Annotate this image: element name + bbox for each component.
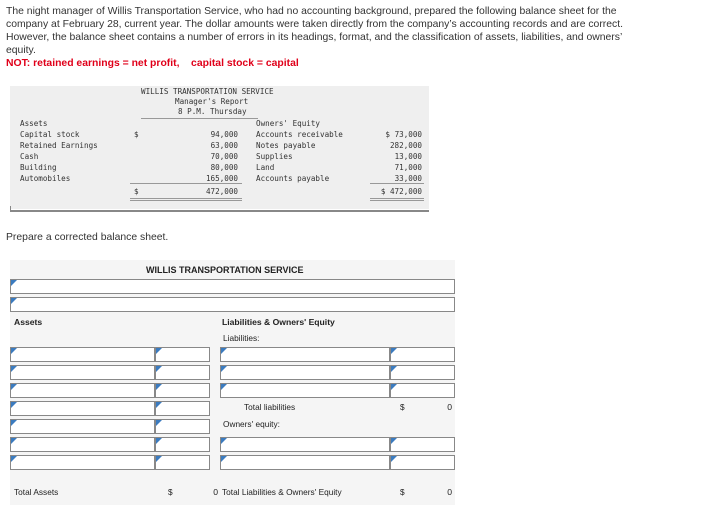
original-left-total-dollar: $ (134, 187, 139, 196)
intro-line: The night manager of Willis Transportation Service, who had no accounting background, prepared the following balance sheet for the (6, 6, 617, 17)
original-balance-sheet (10, 86, 429, 209)
liability-name-input[interactable] (220, 383, 390, 398)
heading-input-2[interactable] (10, 297, 455, 312)
original-left-amount: 63,000 (210, 141, 238, 150)
balance-sheet-form (10, 260, 455, 505)
liabilities-equity-header: Liabilities & Owners' Equity (222, 317, 335, 327)
asset-amount-input[interactable] (155, 347, 210, 362)
total-assets-dollar: $ (168, 487, 173, 497)
original-date: 8 P.M. Thursday (178, 107, 247, 116)
intro-line: company at February 28, current year. The dollar amounts were taken directly from the company’s accounting records and are correct. (6, 19, 624, 30)
original-right-label: Land (256, 163, 275, 172)
original-right-amount: $ 73,000 (385, 130, 422, 139)
asset-amount-input[interactable] (155, 365, 210, 380)
liabilities-label: Liabilities: (223, 333, 260, 343)
intro-line: equity. (6, 45, 36, 56)
double-underline (370, 198, 424, 199)
total-underline (370, 183, 424, 184)
asset-name-input[interactable] (10, 347, 155, 362)
original-right-amount: 33,000 (394, 174, 422, 183)
asset-amount-input[interactable] (155, 455, 210, 470)
original-left-header: Assets (20, 119, 48, 128)
total-assets-label: Total Assets (14, 487, 59, 497)
asset-name-input[interactable] (10, 365, 155, 380)
original-subtitle: Manager's Report (175, 97, 249, 106)
original-left-amount: 80,000 (210, 163, 238, 172)
original-left-label: Capital stock (20, 130, 80, 139)
original-right-header: Owners' Equity (256, 119, 321, 128)
problem-statement (6, 5, 722, 57)
total-liabilities-label: Total liabilities (244, 402, 296, 412)
original-left-label: Building (20, 163, 57, 172)
original-left-amount: 70,000 (210, 152, 238, 161)
double-underline (130, 198, 242, 199)
original-right-label: Accounts payable (256, 174, 330, 183)
original-left-amount: 94,000 (210, 130, 238, 139)
asset-name-input[interactable] (10, 455, 155, 470)
title-underline (141, 118, 258, 119)
asset-amount-input[interactable] (155, 383, 210, 398)
equity-amount-input[interactable] (390, 437, 455, 452)
asset-name-input[interactable] (10, 437, 155, 452)
liability-name-input[interactable] (220, 365, 390, 380)
original-right-total: $ 472,000 (380, 187, 422, 196)
total-le-value: 0 (447, 487, 452, 497)
original-left-amount: 165,000 (205, 174, 238, 183)
original-left-dollar: $ (134, 130, 139, 139)
asset-amount-input[interactable] (155, 401, 210, 416)
asset-name-input[interactable] (10, 383, 155, 398)
total-liabilities-value: 0 (447, 402, 452, 412)
note-text: NOT: retained earnings = net profit, capital stock = capital (6, 58, 299, 69)
equity-amount-input[interactable] (390, 455, 455, 470)
original-left-total: 472,000 (205, 187, 238, 196)
heading-input-1[interactable] (10, 279, 455, 294)
equity-name-input[interactable] (220, 437, 390, 452)
total-le-dollar: $ (400, 487, 405, 497)
original-right-amount: 71,000 (394, 163, 422, 172)
original-left-label: Cash (20, 152, 39, 161)
total-liabilities-equity-label: Total Liabilities & Owners' Equity (222, 487, 342, 497)
asset-name-input[interactable] (10, 419, 155, 434)
original-right-label: Accounts receivable (256, 130, 343, 139)
intro-line: However, the balance sheet contains a number of errors in its headings, format, and the classification of assets, liabilities, and owners’ (6, 32, 623, 43)
asset-amount-input[interactable] (155, 419, 210, 434)
original-right-label: Supplies (256, 152, 293, 161)
liability-amount-input[interactable] (390, 383, 455, 398)
original-right-amount: 282,000 (389, 141, 422, 150)
form-title: WILLIS TRANSPORTATION SERVICE (146, 265, 304, 275)
asset-name-input[interactable] (10, 401, 155, 416)
original-left-label: Retained Earnings (20, 141, 98, 150)
original-right-label: Notes payable (256, 141, 316, 150)
owners-equity-label: Owners' equity: (223, 419, 280, 429)
total-assets-value: 0 (213, 487, 218, 497)
double-underline (130, 200, 242, 201)
original-title: WILLIS TRANSPORTATION SERVICE (141, 87, 274, 96)
divider-line (10, 210, 429, 212)
total-liabilities-dollar: $ (400, 402, 405, 412)
total-underline (130, 183, 242, 184)
equity-name-input[interactable] (220, 455, 390, 470)
liability-name-input[interactable] (220, 347, 390, 362)
asset-amount-input[interactable] (155, 437, 210, 452)
assets-header: Assets (14, 317, 43, 327)
liability-amount-input[interactable] (390, 347, 455, 362)
original-right-amount: 13,000 (394, 152, 422, 161)
liability-amount-input[interactable] (390, 365, 455, 380)
double-underline (370, 200, 424, 201)
instruction-text: Prepare a corrected balance sheet. (6, 232, 169, 243)
original-left-label: Automobiles (20, 174, 71, 183)
